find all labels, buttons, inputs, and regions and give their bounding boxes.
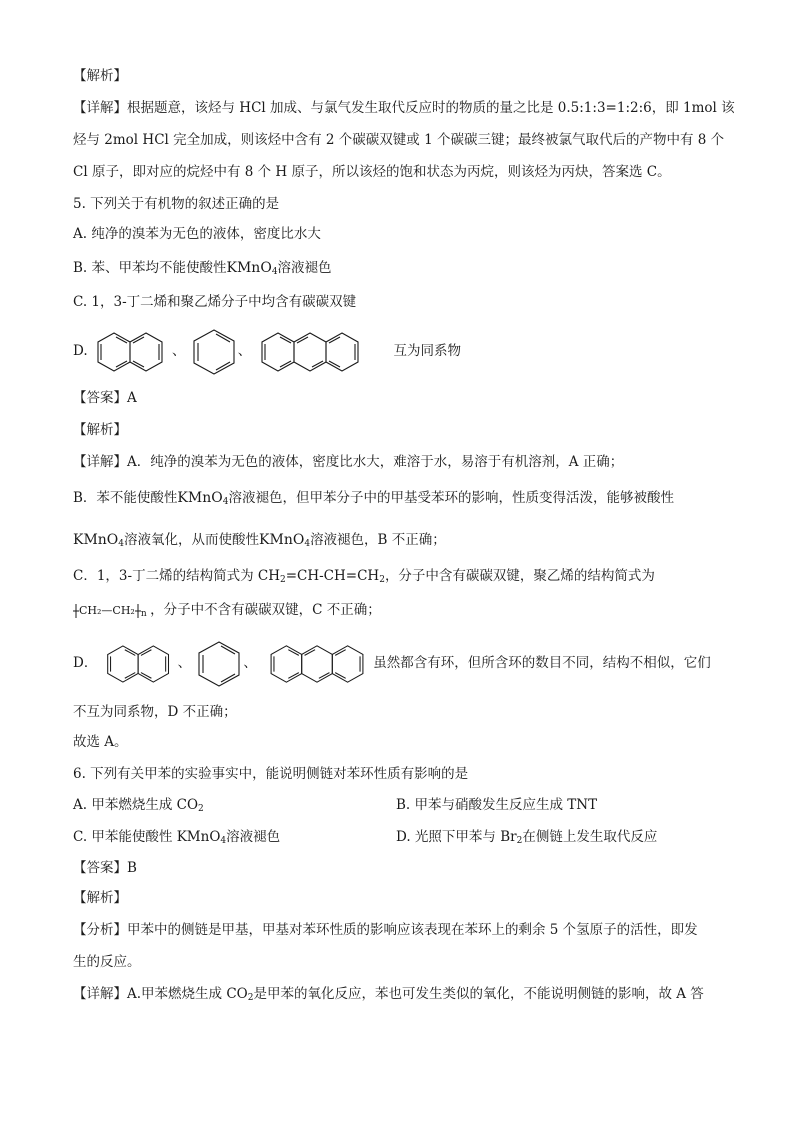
q6-detail-line-1: 【详解】A.甲苯燃烧生成 $CO_2$是甲苯的氧化反应，苯也可发生类似的氧化，不能说明侧链的影响，故 A 答 (73, 986, 704, 1003)
q6-option-c: C. 甲苯能使酸性 KMnO$_4$溶液褪色 (73, 829, 281, 846)
kmno4-formula: KMnO$_4$ (177, 490, 229, 507)
kmno4-formula: KMnO$_4$ (259, 532, 311, 549)
polyethylene-formula: CH₂—CH₂ $_n$ (79, 604, 147, 619)
kmno4-formula: KMnO$_4$ (73, 532, 125, 549)
q5-detail-c-line-2: CH₂—CH₂ $_n$ ，分子中不含有碳碳双键，C 不正确； (73, 600, 381, 621)
q6-option-a: A. 甲苯燃烧生成 $CO_2$ (73, 797, 204, 814)
q5-detail-b-line-2: KMnO$_4$溶液氧化，从而使酸性KMnO$_4$溶液褪色，B 不正确； (73, 532, 446, 549)
q5-option-a: A. 纯净的溴苯为无色的液体，密度比水大 (73, 226, 321, 242)
q6-analysis-line-2: 生的反应。 (73, 954, 141, 970)
q6-jiexi-heading: 【解析】 (73, 890, 127, 906)
q5-detail-b-line-1: B．苯不能使酸性KMnO$_4$溶液褪色，但甲苯分子中的甲基受苯环的影响，性质变得活泼，能够被酸性 (73, 490, 674, 507)
q5-detail-c-line-1: C．1，3-丁二烯的结构简式为 $CH_2=CH-CH=CH_2$，分子中含有碳碳双键，聚乙烯的结构简式为 (73, 568, 655, 585)
q4-detail-line-1: 【详解】根据题意，该烃与 HCl 加成、与氯气发生取代反应时的物质的量之比是 0.5:1:3=1:2:6，即 1mol 该 (73, 100, 735, 116)
q5-detail-a: 【详解】A．纯净的溴苯为无色的液体，密度比水大，难溶于水，易溶于有机溶剂，A 正确； (73, 454, 624, 470)
naphthalene-structure (92, 329, 172, 375)
q5-option-b-text: B. 苯、甲苯均不能使酸性 (73, 260, 227, 276)
anthracene-structure (256, 329, 394, 375)
q4-jiexi-heading: 【解析】 (73, 68, 127, 84)
q6-answer: 【答案】B (73, 860, 137, 876)
q5-answer: 【答案】A (73, 390, 137, 406)
anthracene-structure (261, 642, 373, 686)
q6-option-d: D. 光照下甲苯与 $Br_2$在侧链上发生取代反应 (396, 829, 658, 846)
q5-option-b: B. 苯、甲苯均不能使酸性KMnO$_4$溶液褪色 (73, 260, 332, 277)
benzene-structure (190, 327, 238, 377)
benzene-structure (195, 639, 243, 689)
q5-option-d-text: 互为同系物 (393, 343, 462, 359)
q6-stem: 6. 下列有关甲苯的实验事实中，能说明侧链对苯环性质有影响的是 (73, 766, 469, 782)
q5-conclusion: 故选 A。 (73, 734, 128, 750)
q5-option-c: C. 1，3-丁二烯和聚乙烯分子中均含有碳碳双键 (73, 294, 357, 310)
q6-option-b: B. 甲苯与硝酸发生反应生成 TNT (396, 797, 598, 813)
q4-detail-line-2: 烃与 2mol HCl 完全加成，则该烃中含有 2 个碳碳双键或 1 个碳碳三键；最终被氯气取代后的产物中有 8 个 (73, 132, 725, 148)
q4-detail-line-3: Cl 原子，即对应的烷烃中有 8 个 H 原子，所以该烃的饱和状态为丙烷，则该烃为丙炔，答案选 C。 (73, 164, 671, 180)
naphthalene-structure (102, 642, 178, 686)
q5-detail-d: D． 、 、 虽然都含有环，但所含环的数目不同，结构不相似，它们 (73, 638, 711, 689)
q6-analysis-line-1: 【分析】甲苯中的侧链是甲基，甲基对苯环性质的影响应该表现在苯环上的剩余 5 个氢原子的活性，即发 (73, 922, 698, 938)
q5-stem: 5. 下列关于有机物的叙述正确的是 (73, 196, 280, 212)
q5-jiexi-heading: 【解析】 (73, 422, 127, 438)
kmno4-formula: KMnO$_4$ (226, 260, 278, 277)
q5-option-d: D. 、 、 互为同系物 (73, 326, 461, 377)
q5-detail-d-line-2: 不互为同系物，D 不正确； (73, 704, 237, 720)
